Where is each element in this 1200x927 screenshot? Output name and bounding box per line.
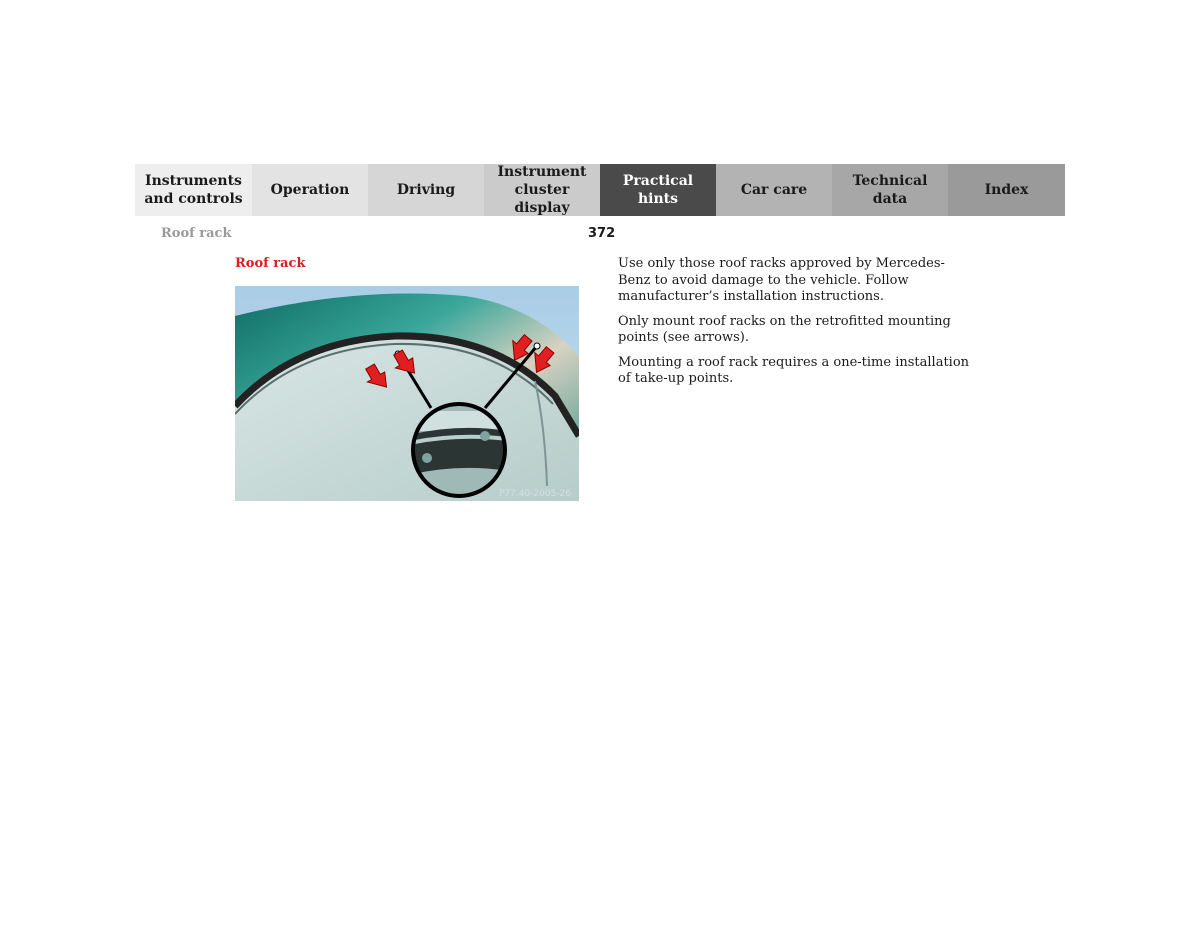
tab-technical-data[interactable]: Technical data	[832, 164, 948, 216]
paragraph: Mounting a roof rack requires a one-time installation of take-up points.	[618, 354, 970, 386]
figure-code: P77.40-2005-26	[498, 489, 571, 499]
paragraph: Use only those roof racks approved by Mercedes-Benz to avoid damage to the vehicle. Follow manufacturer’s installation instructions.	[618, 256, 945, 304]
tab-instruments-and-controls[interactable]: Instruments and controls	[135, 164, 252, 216]
content-heading: Roof rack	[235, 256, 306, 271]
tab-instrument-cluster-display[interactable]: Instrument cluster display	[484, 164, 600, 216]
tab-index[interactable]: Index	[948, 164, 1065, 216]
roof-rack-illustration	[235, 286, 579, 501]
section-label: Roof rack	[161, 226, 232, 241]
tab-car-care[interactable]: Car care	[716, 164, 832, 216]
section-nav	[135, 164, 1065, 216]
tab-driving[interactable]: Driving	[368, 164, 484, 216]
paragraph: Only mount roof racks on the retrofitted mounting points (see arrows).	[618, 313, 951, 345]
tab-operation[interactable]: Operation	[252, 164, 368, 216]
tab-practical-hints[interactable]: Practical hints	[600, 164, 716, 216]
page-number: 372	[588, 226, 616, 241]
body-text	[618, 256, 970, 396]
